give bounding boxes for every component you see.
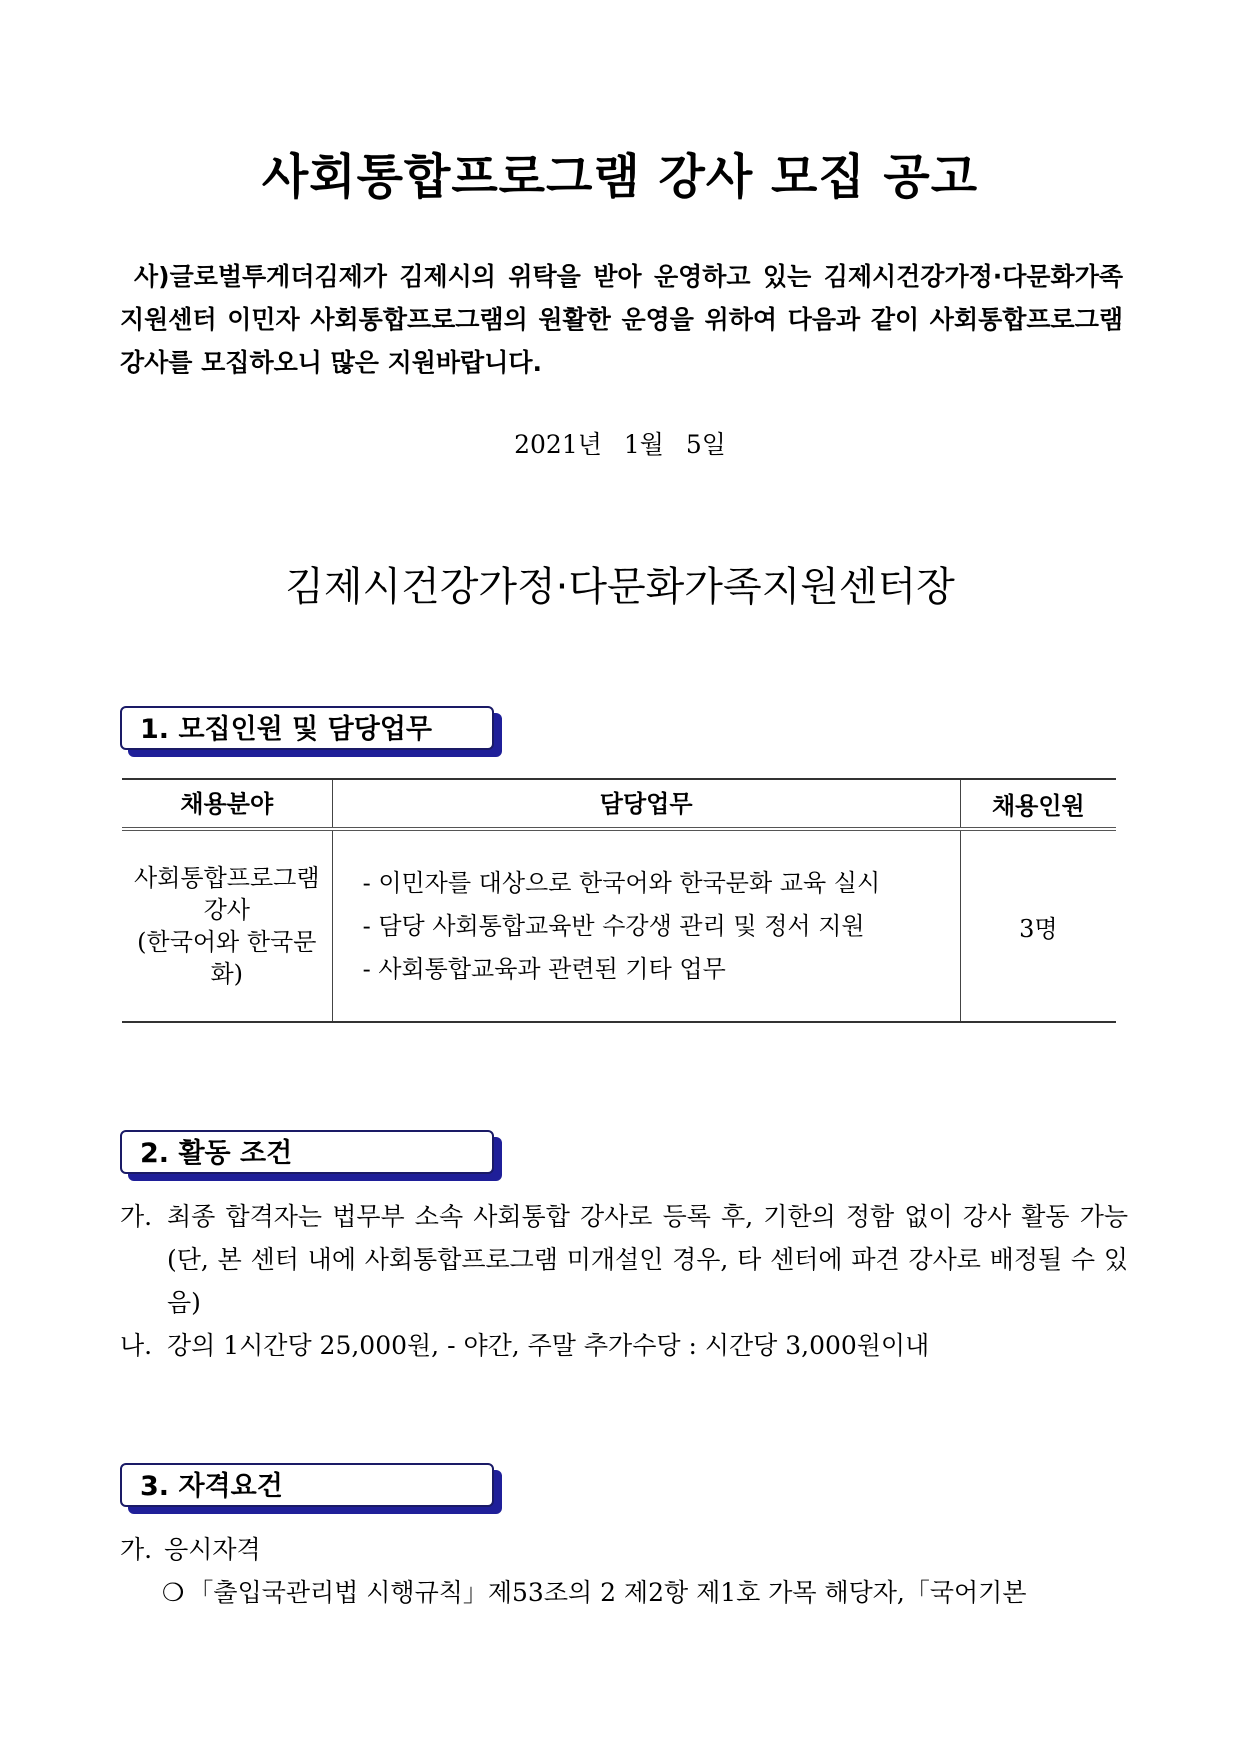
qualification-bullet-text: 「출입국관리법 시행규칙」제53조의 2 제2항 제1호 가목 해당자,「국어기본 (188, 1578, 1027, 1607)
page-title: 사회통합프로그램 강사 모집 공고 (261, 149, 979, 205)
condition-text: 최종 합격자는 법무부 소속 사회통합 강사로 등록 후, 기한의 정함 없이 강사 활동 가능(단, 본 센터 내에 사회통합프로그램 미개설인 경우, 타 센터에 파견 강사로 배정될 수 있음) (167, 1202, 1128, 1317)
cell-count: 3명 (960, 829, 1116, 1022)
qualification-item (120, 1528, 261, 1571)
recruitment-table (122, 778, 1116, 1023)
center-name: 김제시건강가정·다문화가족지원센터장 (285, 564, 955, 610)
qualification-label: 가. (120, 1535, 153, 1564)
intro-paragraph: 사)글로벌투게더김제가 김제시의 위탁을 받아 운영하고 있는 김제시건강가정·다문화가족지원센터 이민자 사회통합프로그램의 원활한 운영을 위하여 다음과 같이 사회통합프로그램 강사를 모집하오니 많은 지원바랍니다. (120, 262, 1123, 377)
duty-item: - 담당 사회통합교육반 수강생 관리 및 정서 지원 (362, 911, 865, 940)
table-header-row (122, 779, 1116, 829)
qualification-bullet (162, 1571, 1130, 1614)
section-heading-conditions: 2. 활동 조건 (120, 1130, 494, 1174)
cell-field (122, 829, 332, 1022)
cell-duties (332, 829, 960, 1022)
section-heading-qualifications: 3. 자격요건 (120, 1463, 494, 1507)
table-row (122, 829, 1116, 1022)
qualification-text: 응시자격 (164, 1535, 261, 1564)
condition-item (120, 1324, 1128, 1367)
announcement-date: 2021년 1월 5일 (514, 430, 726, 459)
duty-item: - 이민자를 대상으로 한국어와 한국문화 교육 실시 (362, 868, 881, 897)
duty-item: - 사회통합교육과 관련된 기타 업무 (362, 954, 726, 983)
field-line: 강사 (203, 896, 250, 924)
field-line: 사회통합프로그램 (134, 864, 320, 892)
header-count: 채용인원 (960, 779, 1116, 829)
header-duties: 담당업무 (332, 779, 960, 829)
header-field: 채용분야 (122, 779, 332, 829)
circle-bullet-icon: ❍ (162, 1578, 185, 1607)
condition-item (120, 1195, 1128, 1324)
condition-label: 가. (120, 1202, 153, 1231)
section-heading-recruitment: 1. 모집인원 및 담당업무 (120, 706, 494, 750)
condition-text: 강의 1시간당 25,000원, - 야간, 주말 추가수당 : 시간당 3,000원이내 (167, 1331, 930, 1360)
condition-label: 나. (120, 1331, 153, 1360)
field-line: (한국어와 한국문화) (137, 928, 317, 988)
